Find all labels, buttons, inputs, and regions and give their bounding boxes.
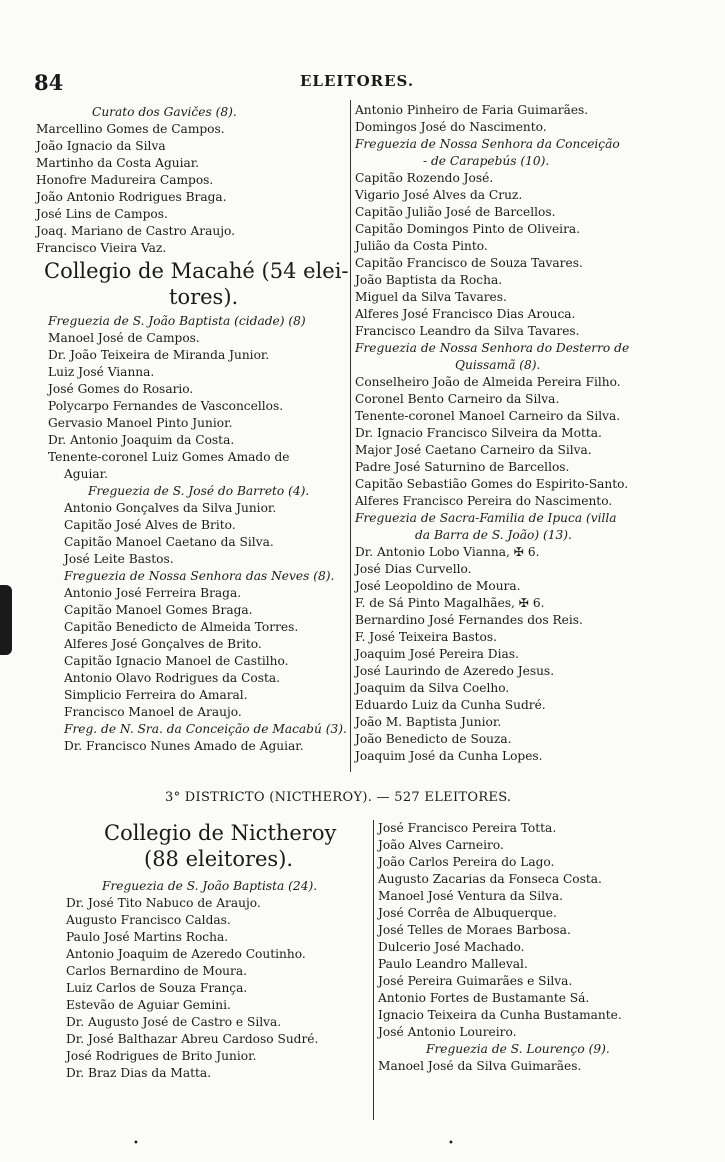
elector-entry: Dr. Antonio Lobo Vianna, ✠ 6.	[355, 545, 540, 559]
elector-entry: Aguiar.	[64, 467, 108, 481]
elector-entry: Francisco Vieira Vaz.	[36, 241, 167, 255]
elector-entry: Dr. Braz Dias da Matta.	[66, 1066, 212, 1080]
elector-entry: Vigario José Alves da Cruz.	[355, 188, 523, 202]
elector-entry: José Corrêa de Albuquerque.	[378, 906, 557, 920]
parish-heading: Freguezia de Nossa Senhora das Neves (8).	[64, 569, 335, 583]
elector-entry: F. de Sá Pinto Magalhães, ✠ 6.	[355, 596, 545, 610]
elector-entry: José Pereira Guimarães e Silva.	[378, 974, 573, 988]
elector-entry: Alferes Francisco Pereira do Nascimento.	[355, 494, 613, 508]
elector-entry: Paulo Leandro Malleval.	[378, 957, 528, 971]
elector-entry: Major José Caetano Carneiro da Silva.	[355, 443, 592, 457]
elector-entry: Tenente-coronel Luiz Gomes Amado de	[48, 450, 290, 464]
elector-entry: Antonio Pinheiro de Faria Guimarães.	[355, 103, 589, 117]
elector-entry: Dr. José Balthazar Abreu Cardoso Sudré.	[66, 1032, 319, 1046]
parish-heading: Freguezia de S. Lourenço (9).	[426, 1042, 610, 1056]
elector-entry: Marcellino Gomes de Campos.	[36, 122, 225, 136]
left-column-top	[36, 104, 237, 257]
elector-entry: Manoel José da Silva Guimarães.	[378, 1059, 582, 1073]
parish-heading: Freguezia de Sacra-Familia de Ipuca (villa	[355, 511, 617, 525]
elector-entry: José Rodrigues de Brito Junior.	[66, 1049, 257, 1063]
parish-heading: Freg. de N. Sra. da Conceição de Macabú (3).	[64, 722, 347, 736]
elector-entry: Capitão Rozendo José.	[355, 171, 494, 185]
elector-entry: Dr. Antonio Joaquim da Costa.	[48, 433, 235, 447]
elector-entry: Julião da Costa Pinto.	[355, 239, 488, 253]
column-divider	[373, 820, 374, 1120]
parish-heading-cont: Quissamã (8).	[455, 358, 541, 372]
elector-entry: Antonio José Ferreira Braga.	[64, 586, 242, 600]
elector-entry: José Leopoldino de Moura.	[355, 579, 521, 593]
elector-entry: Gervasio Manoel Pinto Junior.	[48, 416, 233, 430]
parish-heading: Freguezia de S. João Baptista (24).	[102, 879, 318, 893]
college-heading-line2: (88 eleitores).	[144, 847, 294, 871]
elector-entry: José Leite Bastos.	[64, 552, 174, 566]
elector-entry: Luiz José Vianna.	[48, 365, 155, 379]
parish-heading: Freguezia de S. João Baptista (cidade) (8)	[48, 314, 306, 328]
elector-entry: Antonio Olavo Rodrigues da Costa.	[64, 671, 281, 685]
elector-entry: Joaq. Mariano de Castro Araujo.	[36, 224, 236, 238]
elector-entry: Augusto Zacarias da Fonseca Costa.	[378, 872, 602, 886]
elector-entry: José Antonio Loureiro.	[378, 1025, 517, 1039]
elector-entry: Joaquim José Pereira Dias.	[355, 647, 519, 661]
district-heading: 3° DISTRICTO (NICTHEROY). — 527 ELEITORES.	[165, 790, 512, 805]
elector-entry: Capitão Francisco de Souza Tavares.	[355, 256, 583, 270]
elector-entry: Carlos Bernardino de Moura.	[66, 964, 247, 978]
elector-entry: José Lins de Campos.	[36, 207, 168, 221]
elector-entry: Dr. Augusto José de Castro e Silva.	[66, 1015, 282, 1029]
elector-entry: Dulcerio José Machado.	[378, 940, 525, 954]
parish-heading-cont: - de Carapebús (10).	[423, 154, 550, 168]
elector-entry: Capitão Ignacio Manoel de Castilho.	[64, 654, 289, 668]
elector-entry: João Carlos Pereira do Lago.	[378, 855, 555, 869]
elector-entry: José Dias Curvello.	[355, 562, 472, 576]
elector-entry: João Benedicto de Souza.	[355, 732, 512, 746]
elector-entry: João Ignacio da Silva	[36, 139, 166, 153]
elector-entry: João M. Baptista Junior.	[355, 715, 502, 729]
dot-mark: •	[448, 1138, 454, 1149]
elector-entry: Polycarpo Fernandes de Vasconcellos.	[48, 399, 284, 413]
elector-entry: Padre José Saturnino de Barcellos.	[355, 460, 570, 474]
right-column-top	[355, 102, 629, 765]
elector-entry: João Baptista da Rocha.	[355, 273, 503, 287]
elector-entry: Antonio Gonçalves da Silva Junior.	[64, 501, 277, 515]
elector-entry: Tenente-coronel Manoel Carneiro da Silva.	[355, 409, 621, 423]
college-nictheroy-heading	[104, 820, 336, 872]
elector-entry: Alferes José Gonçalves de Brito.	[64, 637, 262, 651]
elector-entry: Capitão José Alves de Brito.	[64, 518, 236, 532]
elector-entry: Capitão Benedicto de Almeida Torres.	[64, 620, 299, 634]
binding-mark	[0, 585, 12, 655]
elector-entry: José Francisco Pereira Totta.	[378, 821, 557, 835]
elector-entry: Capitão Domingos Pinto de Oliveira.	[355, 222, 581, 236]
elector-entry: José Gomes do Rosario.	[48, 382, 194, 396]
elector-entry: Capitão Manoel Gomes Braga.	[64, 603, 253, 617]
elector-entry: Ignacio Teixeira da Cunha Bustamante.	[378, 1008, 622, 1022]
dot-mark: •	[133, 1138, 139, 1149]
elector-entry: José Telles de Moraes Barbosa.	[378, 923, 571, 937]
running-title: ELEITORES.	[300, 72, 415, 90]
elector-entry: Antonio Fortes de Bustamante Sá.	[378, 991, 590, 1005]
elector-entry: Simplicio Ferreira do Amaral.	[64, 688, 248, 702]
elector-entry: Honofre Madureira Campos.	[36, 173, 214, 187]
elector-entry: Antonio Joaquim de Azeredo Coutinho.	[66, 947, 306, 961]
elector-entry: José Laurindo de Azeredo Jesus.	[355, 664, 555, 678]
elector-entry: F. José Teixeira Bastos.	[355, 630, 497, 644]
college-heading-line2: tores).	[169, 285, 239, 309]
elector-entry: Capitão Manoel Caetano da Silva.	[64, 535, 274, 549]
parish-heading-cont: da Barra de S. João) (13).	[415, 528, 572, 542]
elector-entry: Capitão Sebastião Gomes do Espirito-Santo.	[355, 477, 629, 491]
college-heading-line1: Collegio de Macahé (54 elei-	[44, 259, 349, 283]
elector-entry: Martinho da Costa Aguiar.	[36, 156, 200, 170]
left-column-mid	[48, 313, 347, 755]
elector-entry: Manoel José Ventura da Silva.	[378, 889, 564, 903]
right-column-bottom	[378, 820, 622, 1075]
elector-entry: Conselheiro João de Almeida Pereira Filho.	[355, 375, 621, 389]
elector-entry: Joaquim José da Cunha Lopes.	[355, 749, 543, 763]
elector-entry: Dr. Francisco Nunes Amado de Aguiar.	[64, 739, 304, 753]
elector-entry: Capitão Julião José de Barcellos.	[355, 205, 556, 219]
parish-heading: Freguezia de Nossa Senhora da Conceição	[355, 137, 620, 151]
elector-entry: Francisco Leandro da Silva Tavares.	[355, 324, 580, 338]
elector-entry: Francisco Manoel de Araujo.	[64, 705, 242, 719]
college-heading-line1: Collegio de Nictheroy	[104, 821, 337, 845]
elector-entry: Alferes José Francisco Dias Arouca.	[355, 307, 576, 321]
elector-entry: Estevão de Aguiar Gemini.	[66, 998, 231, 1012]
elector-entry: João Antonio Rodrigues Braga.	[36, 190, 227, 204]
elector-entry: Miguel da Silva Tavares.	[355, 290, 507, 304]
elector-entry: Augusto Francisco Caldas.	[66, 913, 231, 927]
elector-entry: Luiz Carlos de Souza França.	[66, 981, 248, 995]
left-column-bottom	[66, 878, 318, 1082]
parish-heading: Freguezia de Nossa Senhora do Desterro de	[355, 341, 630, 355]
column-divider	[350, 100, 351, 772]
parish-heading: Freguezia de S. José do Barreto (4).	[88, 484, 310, 498]
elector-entry: Joaquim da Silva Coelho.	[355, 681, 510, 695]
parish-heading: Curato dos Gavičes (8).	[92, 105, 237, 119]
elector-entry: Paulo José Martins Rocha.	[66, 930, 229, 944]
page-number: 84	[34, 70, 64, 95]
college-macahe-heading	[44, 258, 349, 310]
elector-entry: Dr. José Tito Nabuco de Araujo.	[66, 896, 261, 910]
elector-entry: Dr. Ignacio Francisco Silveira da Motta.	[355, 426, 602, 440]
elector-entry: Dr. João Teixeira de Miranda Junior.	[48, 348, 270, 362]
elector-entry: Bernardino José Fernandes dos Reis.	[355, 613, 583, 627]
elector-entry: Manoel José de Campos.	[48, 331, 200, 345]
elector-entry: João Alves Carneiro.	[378, 838, 504, 852]
elector-entry: Coronel Bento Carneiro da Silva.	[355, 392, 560, 406]
elector-entry: Domingos José do Nascimento.	[355, 120, 547, 134]
elector-entry: Eduardo Luiz da Cunha Sudré.	[355, 698, 546, 712]
